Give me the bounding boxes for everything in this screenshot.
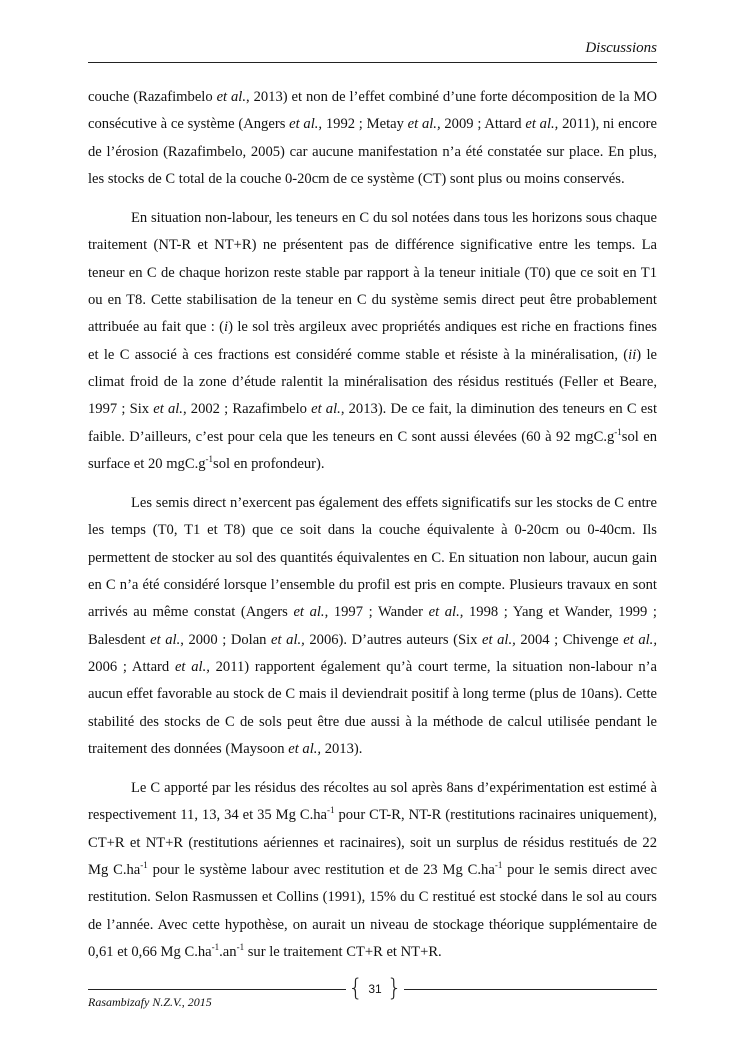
text-run: , 1997 ; Wander bbox=[324, 604, 429, 621]
text-run: 2009 ; Attard bbox=[440, 116, 526, 133]
italic-text: et al., bbox=[174, 658, 210, 675]
text-run: 2004 ; Chivenge bbox=[515, 631, 624, 648]
italic-text: et al. bbox=[311, 401, 341, 418]
superscript: -1 bbox=[205, 453, 214, 464]
text-run: pour le système labour avec restitution et de 23 Mg C.ha bbox=[147, 862, 495, 879]
italic-text: et al. bbox=[153, 401, 183, 418]
text-run: ) le climat froid de la zone d’étude ralentit la minéralisation des résidus restitués (Feller et Beare, 1997 ; Six bbox=[88, 346, 657, 418]
italic-text: et al., bbox=[428, 604, 464, 621]
text-run: .an bbox=[219, 943, 237, 960]
paragraph bbox=[88, 205, 657, 478]
text-run: sol en surface et 20 mgC.g bbox=[88, 428, 657, 472]
text-run: 2011), ni encore de l’érosion (Razafimbelo, 2005) car aucune manifestation n’a été constatée sur place. En plus, les stocks de C total de la couche 0-20cm de ce système (CT) sont plus ou moins conservés. bbox=[88, 116, 657, 187]
italic-text: et al., bbox=[407, 116, 441, 133]
text-run: sur le traitement CT+R et NT+R. bbox=[244, 943, 442, 960]
italic-text: ii bbox=[628, 346, 637, 363]
text-run: couche (Razafimbelo bbox=[88, 89, 217, 105]
left-brace-icon: { bbox=[348, 974, 364, 1002]
text-run: , 2013). De ce fait, la diminution des teneurs en C est faible. D’ailleurs, c’est pour cela que les teneurs en C sont aussi élevées (60 à 92 mgC.g bbox=[88, 401, 658, 445]
italic-text: et al. bbox=[293, 604, 325, 621]
text-run: ) le sol très argileux avec propriétés andiques est riche en fractions fines et le C associé à ces fractions est considéré comme stable et résiste à la minéralisation, ( bbox=[88, 319, 657, 363]
italic-text: et al., bbox=[289, 116, 323, 133]
text-run: Le C apporté par les résidus des récoltes au sol après 8ans d’expérimentation est estimé à respectivement 11, 13, 34 et 35 Mg C.ha bbox=[88, 780, 657, 824]
italic-text: et al. bbox=[150, 631, 181, 648]
text-run: 2011) rapportent également qu’à court terme, la situation non-labour n’a aucun effet favorable au stock de C mais il deviendrait positif à long terme (plus de 10ans). Cette stabilité des stocks de C de sols peut être due aussi à la méthode de calcul utilisée pendant le traitement des données (Maysoon bbox=[88, 658, 657, 757]
text-run: pour CT-R, NT-R (restitutions racinaires uniquement), CT+R et NT+R (restitutions aériennes et racinaires), soit un surplus de résidus restitués de 22 Mg C.ha bbox=[88, 807, 657, 879]
text-run: 1992 ; Metay bbox=[322, 116, 408, 133]
right-brace-icon: } bbox=[386, 974, 402, 1002]
paragraph bbox=[88, 775, 657, 966]
superscript: -1 bbox=[614, 426, 622, 437]
footer-divider-right bbox=[404, 989, 657, 990]
italic-text: et al., bbox=[271, 631, 305, 648]
running-header: Discussions bbox=[585, 40, 657, 56]
italic-text: et al., bbox=[288, 740, 322, 757]
text-run: , 2013) et non de l’effet combiné d’une forte décomposition de la MO consécutive à ce système (Angers bbox=[88, 89, 657, 133]
text-run: 2006 ; Attard bbox=[88, 658, 175, 675]
text-run: Les semis direct n’exercent pas également des effets significatifs sur les stocks de C entre les temps (T0, T1 et T8) que ce soit dans la couche équivalente à 0-20cm ou 0-40cm. Ils permettent de stocker au sol des quantités équivalentes en C. En situation non labour, aucun gain en C n’a été considéré lorsque l’ensemble du profil est pris en compte. Plusieurs travaux en sont arrivés au même constat (Angers bbox=[88, 495, 657, 621]
text-run: 2006). D’autres auteurs (Six bbox=[304, 631, 483, 648]
paragraph bbox=[88, 490, 657, 763]
text-run: En situation non-labour, les teneurs en C du sol notées dans tous les horizons sous chaque traitement (NT-R et NT+R) ne présentent pas de différence significative entre les temps. La teneur en C de chaque horizon reste stable par rapport à la teneur initiale (T0) que ce soit en T1 ou en T8. Cette stabilisation de la teneur en C du système semis direct peut être probablement attribuée au fait que : ( bbox=[88, 210, 657, 336]
italic-text: et al., bbox=[623, 631, 657, 648]
body-text bbox=[88, 84, 657, 978]
superscript: -1 bbox=[140, 860, 148, 871]
text-run: sol en profondeur). bbox=[213, 455, 325, 472]
text-run: 2013). bbox=[321, 740, 363, 757]
footer-author: Rasambizafy N.Z.V., 2015 bbox=[88, 995, 212, 1009]
paragraph bbox=[88, 84, 657, 193]
header-divider bbox=[88, 62, 657, 63]
page-number-box bbox=[348, 974, 402, 1004]
text-run: 1998 ; Yang et Wander, 1999 ; Balesdent bbox=[88, 604, 657, 648]
italic-text: et al., bbox=[482, 631, 516, 648]
italic-text: et al. bbox=[216, 89, 247, 105]
superscript: -1 bbox=[211, 941, 220, 952]
italic-text: et al., bbox=[525, 116, 559, 133]
text-run: pour le semis direct avec restitution. Selon Rasmussen et Collins (1991), 15% du C restitué est stocké dans le sol au cours de l’année. Avec cette hypothèse, on aurait un niveau de stockage théorique supplémentaire de 0,61 et 0,66 Mg C.ha bbox=[88, 862, 657, 960]
page-number: 31 bbox=[368, 982, 382, 996]
text-run: , 2002 ; Razafimbelo bbox=[182, 401, 312, 418]
footer-divider-left bbox=[88, 989, 346, 990]
superscript: -1 bbox=[327, 805, 335, 816]
italic-text: i bbox=[224, 319, 229, 336]
text-run: , 2000 ; Dolan bbox=[180, 631, 272, 648]
superscript: -1 bbox=[494, 860, 503, 871]
superscript: -1 bbox=[236, 941, 245, 952]
